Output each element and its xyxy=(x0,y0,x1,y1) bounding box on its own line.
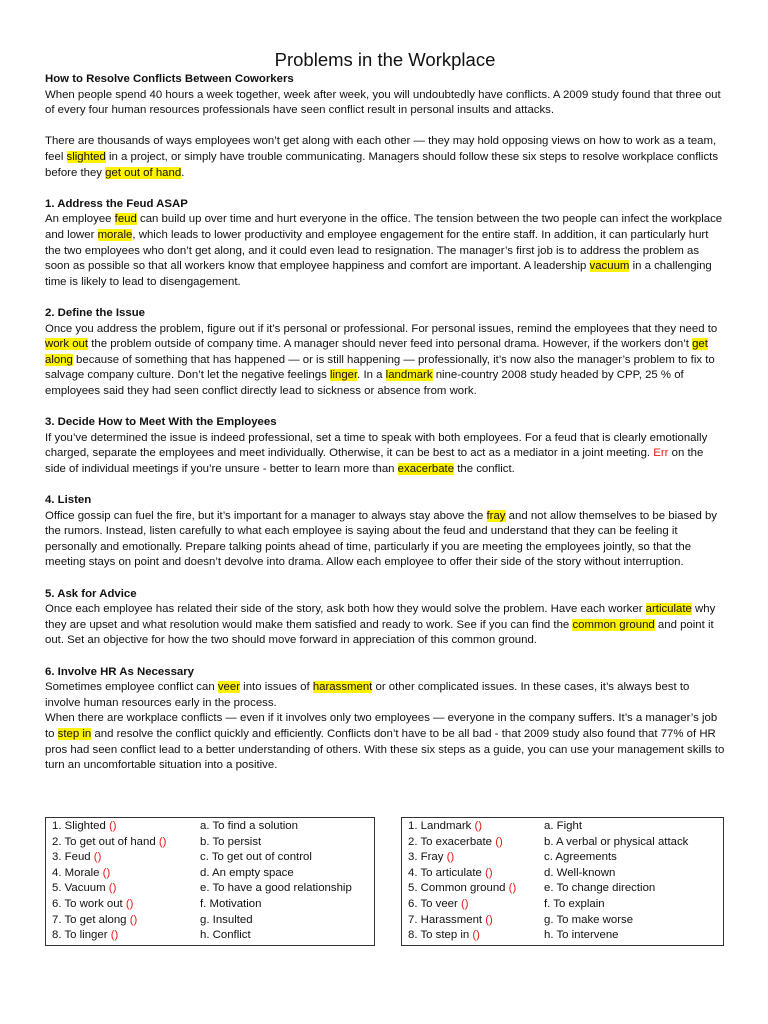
text-run: An employee xyxy=(45,213,115,226)
term-label: 5. Vacuum xyxy=(52,882,109,895)
definition-cell: e. To have a good relationship xyxy=(200,882,352,895)
term-label: 3. Fray xyxy=(408,851,447,864)
answer-blank[interactable]: () xyxy=(108,882,117,895)
section-heading: 4. Listen xyxy=(45,494,92,507)
definition-cell: f. Motivation xyxy=(200,897,262,910)
table-row xyxy=(402,928,724,945)
highlighted-term: step in xyxy=(57,727,92,740)
text-run: or other complicated issues. In these cases, it’s always best to involve human resources early in the process. xyxy=(45,681,690,709)
table-row xyxy=(402,881,724,897)
definition-cell: d. An empty space xyxy=(200,866,294,879)
text-run: . In a xyxy=(357,369,386,382)
term-label: 7. Harassment xyxy=(408,913,486,926)
highlighted-term: articulate xyxy=(645,603,692,616)
text-run: There are thousands of ways employees won’t get along with each other — they may hold opposing views on how to work as a team, feel xyxy=(45,135,717,163)
paragraph-gap xyxy=(45,181,725,197)
paragraph-gap xyxy=(45,477,725,493)
highlighted-term: vacuum xyxy=(589,260,630,273)
section-heading: 6. Involve HR As Necessary xyxy=(45,665,195,678)
highlighted-term: landmark xyxy=(385,369,433,382)
table-row xyxy=(402,913,724,929)
text-run: why they are upset and what resolution would make them satisfied and ready to work. See if you can find the xyxy=(45,603,716,631)
highlighted-term: get along xyxy=(45,338,708,366)
text-run: Once each employee has related their side of the story, ask both how they would solve the problem. Have each worker xyxy=(45,603,646,616)
term-cell xyxy=(402,818,541,835)
section-paragraph xyxy=(45,212,725,290)
term-cell xyxy=(46,881,197,897)
text-run: and resolve the conflict quickly and efficiently. Conflicts don’t have to be all bad - that 2009 study also found that 77% of HR pros had seen conflict lead to a better understanding of others. With these six steps as a guide, you can use your management skills to turn an uncomfortable situation into a positive. xyxy=(45,727,725,772)
term-label: 6. To veer xyxy=(408,897,461,910)
section-heading: 2. Define the Issue xyxy=(45,306,146,319)
text-run: When people spend 40 hours a week together, week after week, you will undoubtedly have conflicts. A 2009 study found that three out of every four human resources professionals have seen conflict result in personal insults and attacks. xyxy=(45,88,721,117)
term-cell xyxy=(46,818,197,835)
term-cell xyxy=(402,928,541,945)
text-run: . xyxy=(181,166,185,179)
paragraph-gap xyxy=(45,399,725,415)
term-cell xyxy=(46,850,197,866)
definition-cell: a. To find a solution xyxy=(200,820,298,832)
vocab-table-right xyxy=(401,817,724,946)
article xyxy=(45,49,725,774)
section-paragraph xyxy=(45,431,725,478)
red-term: Err xyxy=(653,447,669,460)
table-row xyxy=(402,897,724,913)
highlighted-term: exacerbate xyxy=(397,462,455,475)
text-run: If you’ve determined the issue is indeed professional, set a time to speak with both employees. For a feud that is clearly emotionally charged, separate the employees and meet individually. Otherwise, it can be best to act as a mediator in a joint meeting. xyxy=(45,431,708,460)
term-cell xyxy=(402,850,541,866)
article-subtitle: How to Resolve Conflicts Between Coworkers xyxy=(45,73,294,85)
answer-blank[interactable]: () xyxy=(110,929,119,942)
definition-cell: h. To intervene xyxy=(544,929,619,942)
term-label: 8. To linger xyxy=(52,929,111,942)
answer-blank[interactable]: () xyxy=(485,866,493,879)
highlighted-term: harassment xyxy=(312,681,373,694)
term-cell xyxy=(46,866,197,882)
table-row xyxy=(46,928,375,945)
table-row xyxy=(46,818,375,835)
answer-blank[interactable]: () xyxy=(485,913,493,926)
text-run: , which leads to lower productivity and employee engagement for the entire staff. In addition, it can particularly hurt the two employees who don’t get along, and it could even lead to resignation. The manager’s first job is to address the problem as soon as possible so that all workers know that employee happiness and comfort are important. A leadership xyxy=(45,228,709,273)
term-label: 1. Slighted xyxy=(52,820,109,832)
term-cell xyxy=(402,897,541,913)
highlighted-term: morale xyxy=(97,228,133,241)
term-label: 7. To get along xyxy=(52,913,130,926)
paragraph-gap xyxy=(45,649,725,665)
definition-cell: h. Conflict xyxy=(200,929,251,942)
text-run: Sometimes employee conflict can xyxy=(45,681,218,694)
answer-blank[interactable]: () xyxy=(472,929,480,942)
definition-cell: a. Fight xyxy=(544,820,582,832)
text-run: because of something that has happened — or is still happening — professionally, it’s now also the manager’s problem to fix to salvage company culture. Don’t let the negative feelings xyxy=(45,353,715,382)
text-run: and point it out. Set an objective for how the two should move forward in appreciation of this common ground. xyxy=(45,618,714,647)
definition-cell: c. To get out of control xyxy=(200,851,312,864)
text-run: on the side of individual meetings if you’re unsure - better to learn more than xyxy=(45,447,704,475)
section-heading: 5. Ask for Advice xyxy=(45,587,137,600)
highlighted-term: common ground xyxy=(572,618,655,631)
term-label: 3. Feud xyxy=(52,851,94,864)
term-label: 1. Landmark xyxy=(408,820,475,832)
text-run: can build up over time and hurt everyone in the office. The tension between the two people can infect the workplace and lower xyxy=(45,213,723,241)
term-cell xyxy=(46,835,197,851)
term-cell xyxy=(402,881,541,897)
definition-cell: b. A verbal or physical attack xyxy=(544,835,689,848)
table-row xyxy=(46,850,375,866)
table-row xyxy=(402,835,724,851)
term-label: 4. Morale xyxy=(52,866,103,879)
vocab-table-left xyxy=(45,817,375,946)
highlighted-term: slighted xyxy=(66,150,106,163)
term-label: 5. Common ground xyxy=(408,882,509,895)
highlighted-term: work out xyxy=(45,338,89,351)
page-title: Problems in the Workplace xyxy=(274,49,496,70)
answer-blank[interactable]: () xyxy=(495,835,503,848)
sections xyxy=(45,181,725,774)
text-run: Once you address the problem, figure out if it’s personal or professional. For personal issues, remind the employees that they need to xyxy=(45,322,718,335)
term-cell xyxy=(402,835,541,851)
text-run: When there are workplace conflicts — even if it involves only two employees — everyone in the company suffers. It’s a manager’s job to xyxy=(45,712,718,740)
definition-cell: f. To explain xyxy=(544,897,605,910)
intro-paragraph xyxy=(45,134,725,181)
paragraph-gap xyxy=(45,290,725,306)
answer-blank[interactable]: () xyxy=(125,897,134,910)
section-paragraph xyxy=(45,602,725,649)
highlighted-term: feud xyxy=(114,213,137,226)
table-row xyxy=(46,913,375,929)
text-run: in a project, or simply have trouble communicating. Managers should follow these six steps to resolve workplace conflicts before they xyxy=(45,150,719,179)
section-paragraph xyxy=(45,680,725,711)
answer-blank[interactable]: () xyxy=(109,820,117,832)
text-run: Office gossip can fuel the fire, but it’s important for a manager to always stay above the xyxy=(45,509,487,522)
table-row xyxy=(46,881,375,897)
section-heading: 1. Address the Feud ASAP xyxy=(45,197,188,210)
definition-cell: c. Agreements xyxy=(544,851,617,864)
definition-cell: b. To persist xyxy=(200,835,262,848)
term-label: 8. To step in xyxy=(408,929,473,942)
term-cell xyxy=(46,897,197,913)
section-paragraph xyxy=(45,711,725,773)
answer-blank[interactable]: () xyxy=(508,882,517,895)
answer-blank[interactable]: () xyxy=(446,851,455,864)
text-run: and not allow themselves to be biased by the rumors. Instead, listen carefully to what each employee is saying about the feud and understand that they can be feeling it personally and emotionally. Prepare talking points ahead of time, particularly if you are meeting the employees jointly, so that the meeting stays on point and doesn’t devolve into drama. Allow each employee to offer their side of the story without interruption. xyxy=(45,509,718,569)
answer-blank[interactable]: () xyxy=(129,913,138,926)
text-run: into issues of xyxy=(240,681,313,694)
highlighted-term: veer xyxy=(217,681,241,694)
intro xyxy=(45,88,725,182)
term-label: 6. To work out xyxy=(52,897,126,910)
text-run: in a challenging time is likely to lead to disengagement. xyxy=(45,260,712,288)
definition-cell: e. To change direction xyxy=(544,882,656,895)
table-row xyxy=(46,835,375,851)
term-cell xyxy=(46,913,197,929)
section-paragraph xyxy=(45,509,725,571)
definition-cell: g. Insulted xyxy=(200,913,253,926)
highlighted-term: linger xyxy=(329,369,358,382)
definition-cell: d. Well-known xyxy=(544,866,616,879)
term-label: 2. To get out of hand xyxy=(52,835,159,848)
table-row xyxy=(402,850,724,866)
term-cell xyxy=(402,913,541,929)
text-run: the problem outside of company time. A manager should never feed into personal drama. However, if the workers don’t xyxy=(88,338,693,351)
answer-blank[interactable]: () xyxy=(460,897,469,910)
term-cell xyxy=(402,866,541,882)
paragraph-gap xyxy=(45,571,725,587)
answer-blank[interactable]: () xyxy=(158,835,167,848)
section-heading: 3. Decide How to Meet With the Employees xyxy=(45,416,277,429)
paragraph-gap xyxy=(45,119,725,135)
table-row xyxy=(46,866,375,882)
term-cell xyxy=(46,928,197,945)
table-row xyxy=(46,897,375,913)
definition-cell: g. To make worse xyxy=(544,913,634,926)
term-label: 2. To exacerbate xyxy=(408,835,496,848)
intro-paragraph xyxy=(45,88,725,119)
highlighted-term: fray xyxy=(486,509,506,522)
text-run: nine-country 2008 study headed by CPP, 25 % of employees said they had seen conflict directly lead to sickness or absence from work. xyxy=(45,369,684,397)
text-run: the conflict. xyxy=(454,462,515,475)
answer-blank[interactable]: () xyxy=(93,851,102,864)
answer-blank[interactable]: () xyxy=(102,866,111,879)
table-row xyxy=(402,818,724,835)
highlighted-term: get out of hand xyxy=(105,166,182,179)
answer-blank[interactable]: () xyxy=(474,820,483,832)
term-label: 4. To articulate xyxy=(408,866,486,879)
section-paragraph xyxy=(45,322,725,400)
table-row xyxy=(402,866,724,882)
